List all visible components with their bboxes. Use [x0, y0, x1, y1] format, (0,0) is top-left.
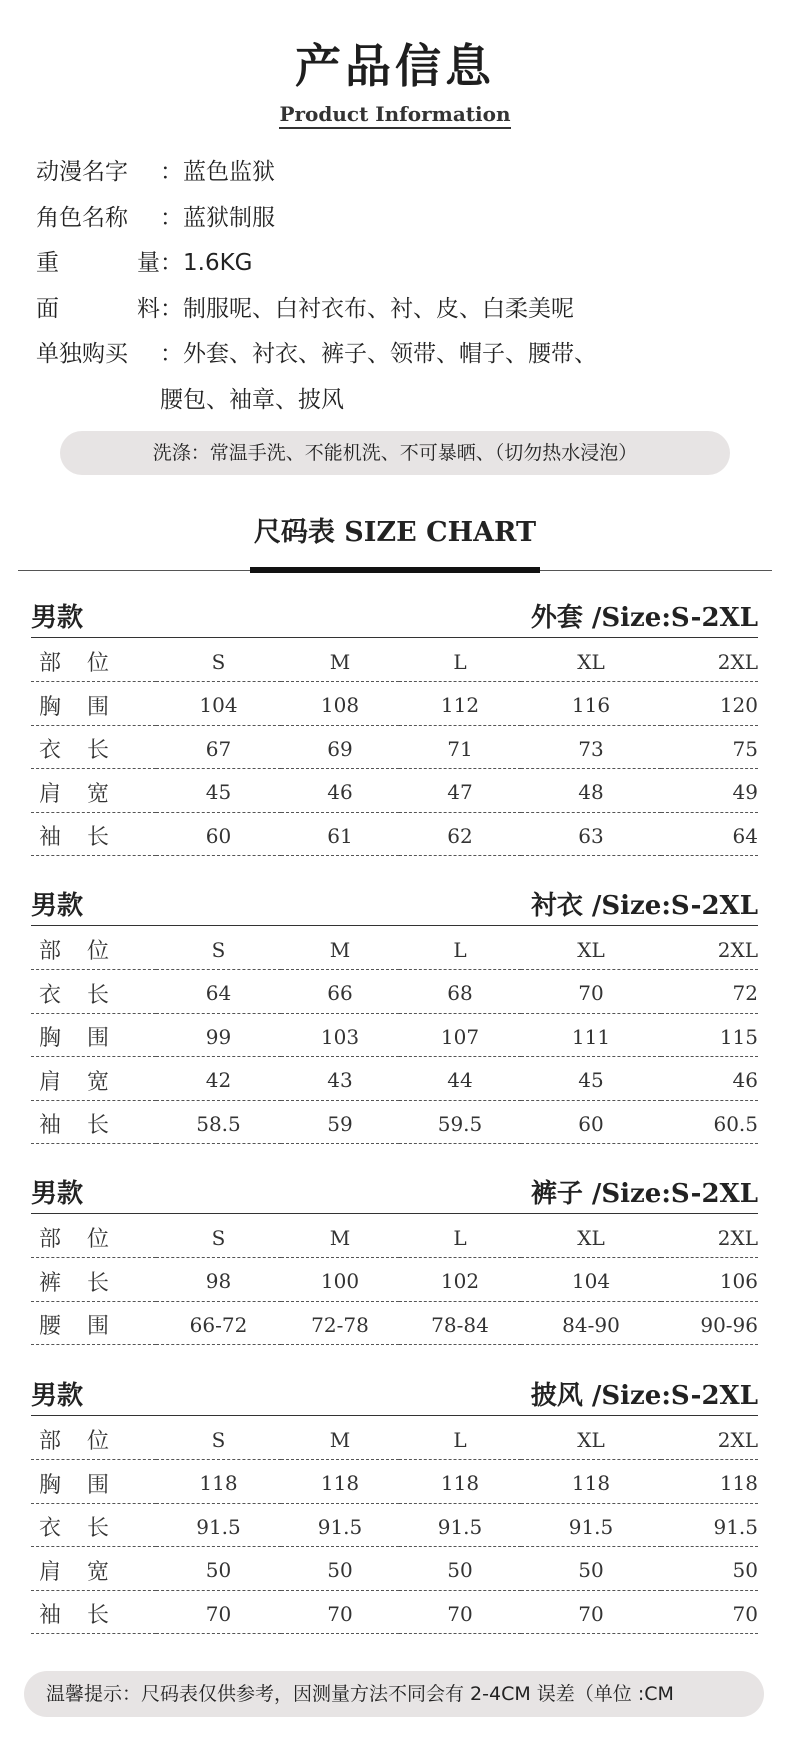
info-value: ：外套、衬衣、裤子、领带、帽子、腰带、 腰包、袖章、披风 [160, 341, 597, 413]
table-cell: M [281, 926, 399, 970]
table-cell: M [281, 1416, 399, 1460]
table-cell: 44 [399, 1057, 521, 1101]
section-gender-label: 男款 [31, 1179, 84, 1209]
table-cell: 59.5 [399, 1100, 521, 1144]
table-cell: L [399, 1416, 521, 1460]
table-cell: 116 [521, 682, 661, 726]
row-label: 袖 长 [31, 812, 156, 856]
table-cell: 66 [281, 970, 399, 1014]
table-cell: L [399, 926, 521, 970]
table-cell: 111 [521, 1013, 661, 1057]
table-cell: 72 [661, 970, 758, 1014]
table-cell: 50 [281, 1547, 399, 1591]
table-cell: XL [521, 926, 661, 970]
table-cell: 63 [521, 812, 661, 856]
section-header [31, 594, 758, 638]
section-garment-size-label: 披风 /Size:S-2XL [530, 1381, 758, 1411]
table-cell: 70 [156, 1590, 281, 1634]
table-cell: 91.5 [156, 1503, 281, 1547]
row-label: 衣 长 [31, 970, 156, 1014]
table-cell: 43 [281, 1057, 399, 1101]
table-row [31, 1258, 758, 1302]
info-label: 面 料 [36, 295, 160, 322]
table-cell: S [156, 1214, 281, 1258]
table-cell: 50 [399, 1547, 521, 1591]
row-label: 肩 宽 [31, 769, 156, 813]
table-cell: 118 [399, 1460, 521, 1504]
table-cell: 72-78 [281, 1301, 399, 1345]
section-gender-label: 男款 [31, 603, 84, 633]
size-section [31, 594, 758, 856]
section-header [31, 1170, 758, 1214]
table-row [31, 926, 758, 970]
table-cell: 64 [661, 812, 758, 856]
size-table [31, 1416, 758, 1634]
table-cell: 70 [281, 1590, 399, 1634]
table-row [31, 725, 758, 769]
info-row-anime-name [36, 150, 736, 196]
table-cell: 60 [156, 812, 281, 856]
row-label: 肩 宽 [31, 1547, 156, 1591]
table-cell: 118 [521, 1460, 661, 1504]
table-cell: 73 [521, 725, 661, 769]
row-label: 裤 长 [31, 1258, 156, 1302]
table-row [31, 1503, 758, 1547]
section-gender-label: 男款 [31, 1381, 84, 1411]
info-label: 单独购买 [36, 341, 128, 367]
table-cell: 75 [661, 725, 758, 769]
wash-instructions-pill: 洗涤：常温手洗、不能机洗、不可暴晒、（切勿热水浸泡） [60, 431, 730, 475]
table-cell: S [156, 1416, 281, 1460]
row-label: 肩 宽 [31, 1057, 156, 1101]
section-gender-label: 男款 [31, 891, 84, 921]
row-label: 胸 围 [31, 682, 156, 726]
size-section [31, 1372, 758, 1634]
table-cell: 45 [521, 1057, 661, 1101]
page-header [0, 38, 790, 129]
section-header [31, 1372, 758, 1416]
info-label: 动漫名字 [36, 159, 128, 185]
table-cell: 42 [156, 1057, 281, 1101]
section-garment-size-label: 衬衣 /Size:S-2XL [530, 891, 758, 921]
table-cell: XL [521, 638, 661, 682]
table-row [31, 1416, 758, 1460]
table-row [31, 812, 758, 856]
table-cell: 48 [521, 769, 661, 813]
table-cell: S [156, 926, 281, 970]
table-cell: 59 [281, 1100, 399, 1144]
info-value: ：制服呢、白衬衣布、衬、皮、白柔美呢 [160, 295, 574, 322]
table-cell: 49 [661, 769, 758, 813]
size-chart-title: 尺码表 SIZE CHART [253, 517, 537, 548]
table-cell: 2XL [661, 1416, 758, 1460]
table-cell: 100 [281, 1258, 399, 1302]
table-cell: 107 [399, 1013, 521, 1057]
table-cell: 112 [399, 682, 521, 726]
row-label: 衣 长 [31, 1503, 156, 1547]
table-cell: 91.5 [521, 1503, 661, 1547]
table-cell: 50 [661, 1547, 758, 1591]
table-cell: 46 [661, 1057, 758, 1101]
table-cell: 103 [281, 1013, 399, 1057]
table-cell: XL [521, 1214, 661, 1258]
table-cell: 115 [661, 1013, 758, 1057]
size-section [31, 882, 758, 1144]
table-cell: 118 [661, 1460, 758, 1504]
table-cell: 46 [281, 769, 399, 813]
table-cell: 47 [399, 769, 521, 813]
table-cell: 91.5 [281, 1503, 399, 1547]
table-cell: L [399, 1214, 521, 1258]
row-label: 部 位 [31, 926, 156, 970]
table-cell: 98 [156, 1258, 281, 1302]
table-cell: 69 [281, 725, 399, 769]
row-label: 部 位 [31, 1416, 156, 1460]
table-cell: M [281, 1214, 399, 1258]
info-value: ：蓝色监狱 [160, 159, 275, 185]
table-cell: 91.5 [661, 1503, 758, 1547]
table-cell: 64 [156, 970, 281, 1014]
table-cell: 106 [661, 1258, 758, 1302]
table-cell: 78-84 [399, 1301, 521, 1345]
table-cell: 68 [399, 970, 521, 1014]
table-cell: 60.5 [661, 1100, 758, 1144]
table-cell: 104 [156, 682, 281, 726]
size-section [31, 1170, 758, 1345]
table-cell: 70 [661, 1590, 758, 1634]
table-row [31, 1547, 758, 1591]
table-cell: 71 [399, 725, 521, 769]
product-info-list [36, 150, 736, 423]
size-table [31, 1214, 758, 1345]
table-cell: 118 [281, 1460, 399, 1504]
row-label: 部 位 [31, 1214, 156, 1258]
table-row [31, 1013, 758, 1057]
table-cell: 70 [399, 1590, 521, 1634]
table-cell: 67 [156, 725, 281, 769]
section-garment-size-label: 裤子 /Size:S-2XL [530, 1179, 758, 1209]
table-cell: 2XL [661, 926, 758, 970]
measurement-tip-pill: 温馨提示：尺码表仅供参考，因测量方法不同会有 2-4CM 误差（单位 :CM [24, 1671, 764, 1717]
info-row-character-name [36, 196, 736, 242]
table-cell: 50 [156, 1547, 281, 1591]
table-cell: 50 [521, 1547, 661, 1591]
table-row [31, 970, 758, 1014]
table-row [31, 638, 758, 682]
row-label: 袖 长 [31, 1100, 156, 1144]
row-label: 腰 围 [31, 1301, 156, 1345]
row-label: 胸 围 [31, 1013, 156, 1057]
table-cell: S [156, 638, 281, 682]
table-cell: 62 [399, 812, 521, 856]
table-cell: 58.5 [156, 1100, 281, 1144]
table-cell: 99 [156, 1013, 281, 1057]
table-cell: XL [521, 1416, 661, 1460]
info-row-separate-purchase [36, 332, 736, 423]
table-row [31, 682, 758, 726]
title-underline-bar [250, 567, 540, 573]
section-header [31, 882, 758, 926]
size-table [31, 926, 758, 1144]
table-cell: 2XL [661, 1214, 758, 1258]
row-label: 袖 长 [31, 1590, 156, 1634]
table-cell: 118 [156, 1460, 281, 1504]
table-row [31, 1590, 758, 1634]
table-cell: 45 [156, 769, 281, 813]
table-cell: 102 [399, 1258, 521, 1302]
table-cell: L [399, 638, 521, 682]
table-cell: 66-72 [156, 1301, 281, 1345]
table-cell: M [281, 638, 399, 682]
table-cell: 84-90 [521, 1301, 661, 1345]
info-row-weight [36, 241, 736, 287]
info-value: ：1.6KG [160, 250, 253, 276]
size-table [31, 638, 758, 856]
info-label: 重 量 [36, 250, 160, 276]
table-row [31, 1100, 758, 1144]
table-cell: 120 [661, 682, 758, 726]
table-row [31, 1460, 758, 1504]
info-row-fabric [36, 287, 736, 333]
info-label: 角色名称 [36, 204, 128, 231]
page-title: 产品信息 [295, 39, 495, 93]
table-cell: 104 [521, 1258, 661, 1302]
table-cell: 91.5 [399, 1503, 521, 1547]
row-label: 衣 长 [31, 725, 156, 769]
table-row [31, 1301, 758, 1345]
table-cell: 108 [281, 682, 399, 726]
page-subtitle: Product Information [279, 102, 510, 129]
table-cell: 90-96 [661, 1301, 758, 1345]
table-row [31, 1057, 758, 1101]
section-garment-size-label: 外套 /Size:S-2XL [530, 603, 758, 633]
table-row [31, 1214, 758, 1258]
table-cell: 61 [281, 812, 399, 856]
table-cell: 70 [521, 970, 661, 1014]
row-label: 胸 围 [31, 1460, 156, 1504]
row-label: 部 位 [31, 638, 156, 682]
table-cell: 2XL [661, 638, 758, 682]
table-row [31, 769, 758, 813]
info-value: ：蓝狱制服 [160, 204, 275, 231]
table-cell: 60 [521, 1100, 661, 1144]
table-cell: 70 [521, 1590, 661, 1634]
